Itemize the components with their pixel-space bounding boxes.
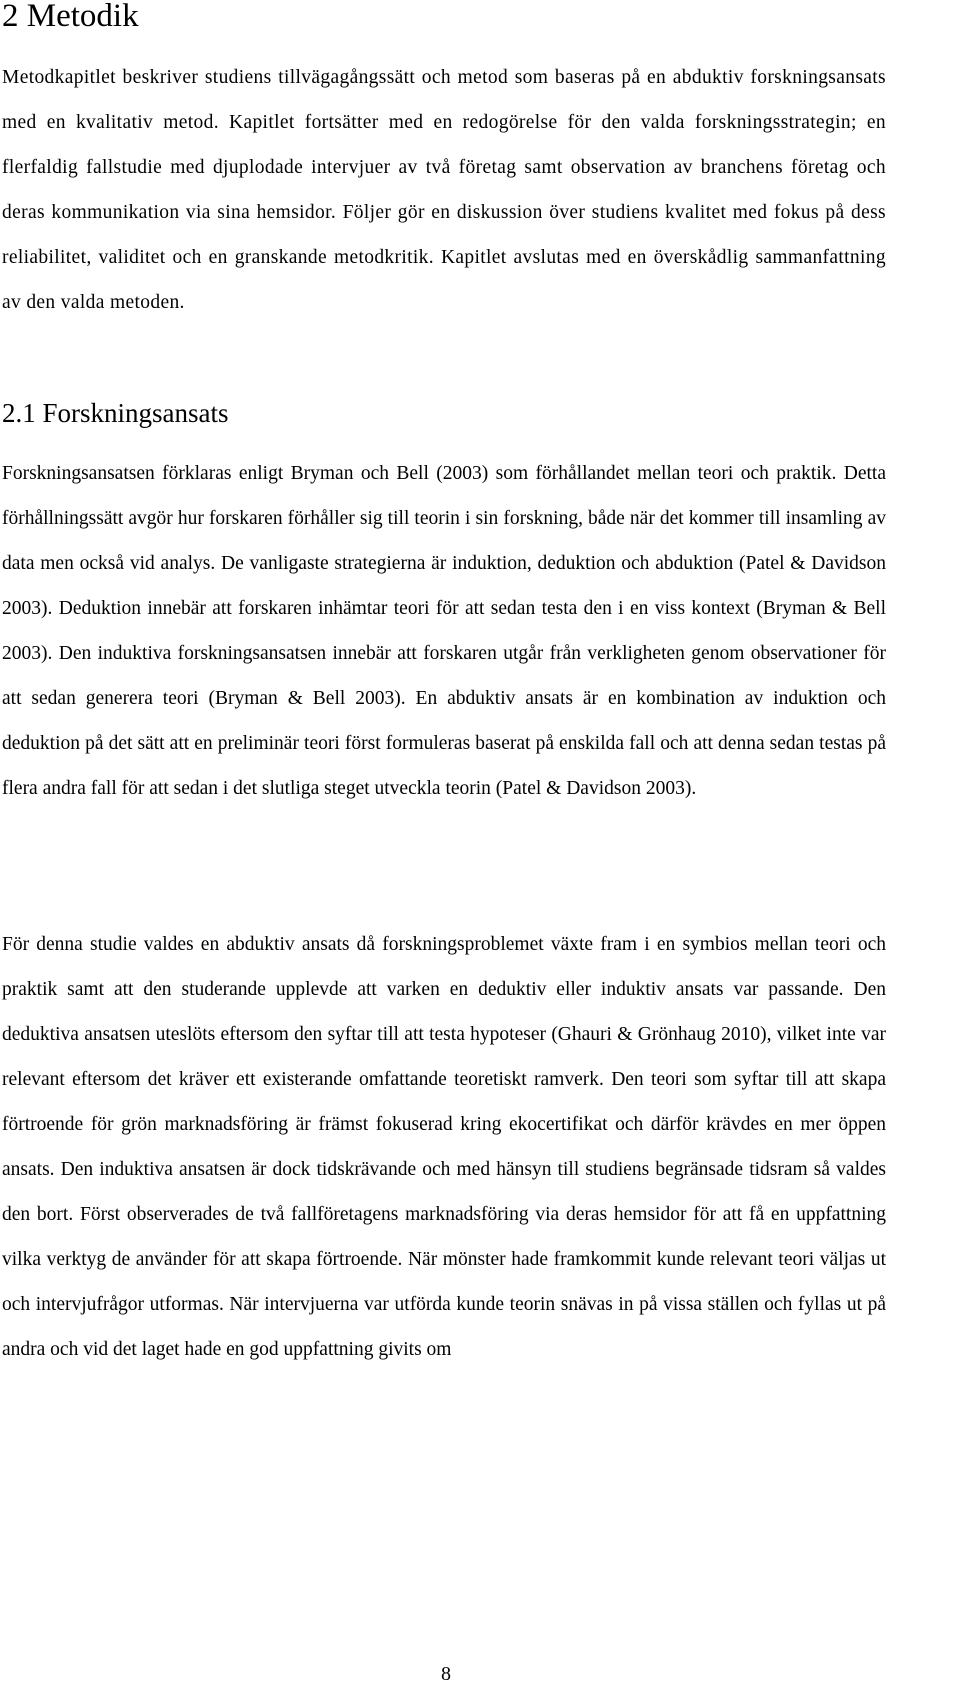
page-number: 8 [441,1663,451,1685]
section-heading: 2.1 Forskningsansats [2,398,229,428]
intro-paragraph: Metodkapitlet beskriver studiens tillvägagångssätt och metod som baseras på en abduktiv forskningsansats med en kvalitativ metod. Kapitlet fortsätter med en redogörelse för den valda forskningsstrategin; en flerfaldig fallstudie med djuplodade intervjuer av två företag samt observation av branchens företag och deras kommunikation via sina hemsidor. Följer gör en diskussion över studiens kvalitet med fokus på dess reliabilitet, validitet och en granskande metodkritik. Kapitlet avslutas med en överskådlig sammanfattning av den valda metoden. [2,67,886,313]
choice-paragraph: För denna studie valdes en abduktiv ansats då forskningsproblemet växte fram i en symbios mellan teori och praktik samt att den studerande upplevde att varken en deduktiv eller induktiv ansats var passande. Den deduktiva ansatsen uteslöts eftersom den syftar till att testa hypoteser (Ghauri & Grönhaug 2010), vilket inte var relevant eftersom det kräver ett existerande omfattande teoretiskt ramverk. Den teori som syftar till att skapa förtroende för grön marknadsföring är främst fokuserad kring ekocertifikat och därför krävdes en mer öppen ansats. Den induktiva ansatsen är dock tidskrävande och med hänsyn till studiens begränsade tidsram så valdes den bort. Först observerades de två fallföretagens marknadsföring via deras hemsidor för att få en uppfattning vilka verktyg de använder för att skapa förtroende. När mönster hade framkommit kunde relevant teori väljas ut och intervjufrågor utformas. När intervjuerna var utförda kunde teorin snävas in på vissa ställen och fyllas ut på andra och vid det laget hade en god uppfattning givits om [2,934,886,1360]
approach-paragraph: Forskningsansatsen förklaras enligt Bryman och Bell (2003) som förhållandet mellan teori och praktik. Detta förhållningssätt avgör hur forskaren förhåller sig till teorin i sin forskning, både när det kommer till insamling av data men också vid analys. De vanligaste strategierna är induktion, deduktion och abduktion (Patel & Davidson 2003). Deduktion innebär att forskaren inhämtar teori för att sedan testa den i en viss kontext (Bryman & Bell 2003). Den induktiva forskningsansatsen innebär att forskaren utgår från verkligheten genom observationer för att sedan generera teori (Bryman & Bell 2003). En abduktiv ansats är en kombination av induktion och deduktion på det sätt att en preliminär teori först formuleras baserat på enskilda fall och att denna sedan testas på flera andra fall för att sedan i det slutliga steget utveckla teorin (Patel & Davidson 2003). [2,463,886,799]
chapter-heading: 2 Metodik [2,0,139,34]
